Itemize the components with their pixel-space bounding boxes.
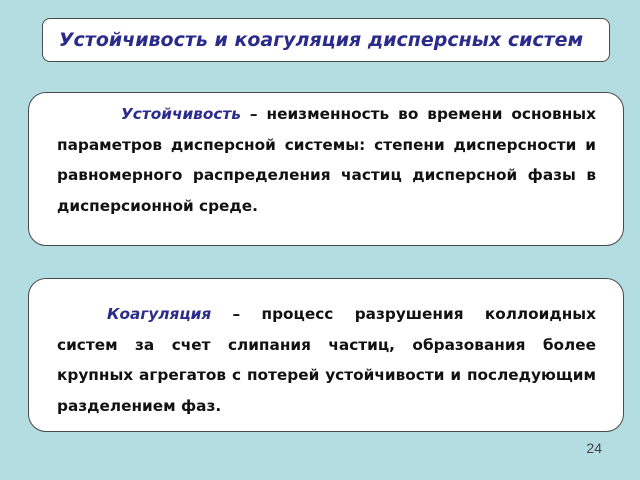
definition-card-stability	[28, 92, 624, 246]
definition-coagulation	[57, 299, 596, 421]
definition-coagulation-text: – процесс разрушения коллоидных систем за счет слипания частиц, образования более крупных агрегатов с потерей устойчивости и последующим разделением фаз.	[57, 305, 596, 415]
definition-stability-text: – неизменность во времени основных параметров дисперсной системы: степени дисперсности и равномерного распределения частиц дисперсной фазы в дисперсионной среде.	[57, 105, 596, 215]
definition-stability	[57, 99, 596, 221]
term-coagulation: Коагуляция	[107, 305, 212, 323]
slide-title: Устойчивость и коагуляция дисперсных систем	[58, 29, 584, 51]
definition-card-coagulation	[28, 278, 624, 432]
page-number: 24	[586, 440, 602, 456]
term-stability: Устойчивость	[121, 105, 241, 123]
title-box	[42, 18, 610, 62]
